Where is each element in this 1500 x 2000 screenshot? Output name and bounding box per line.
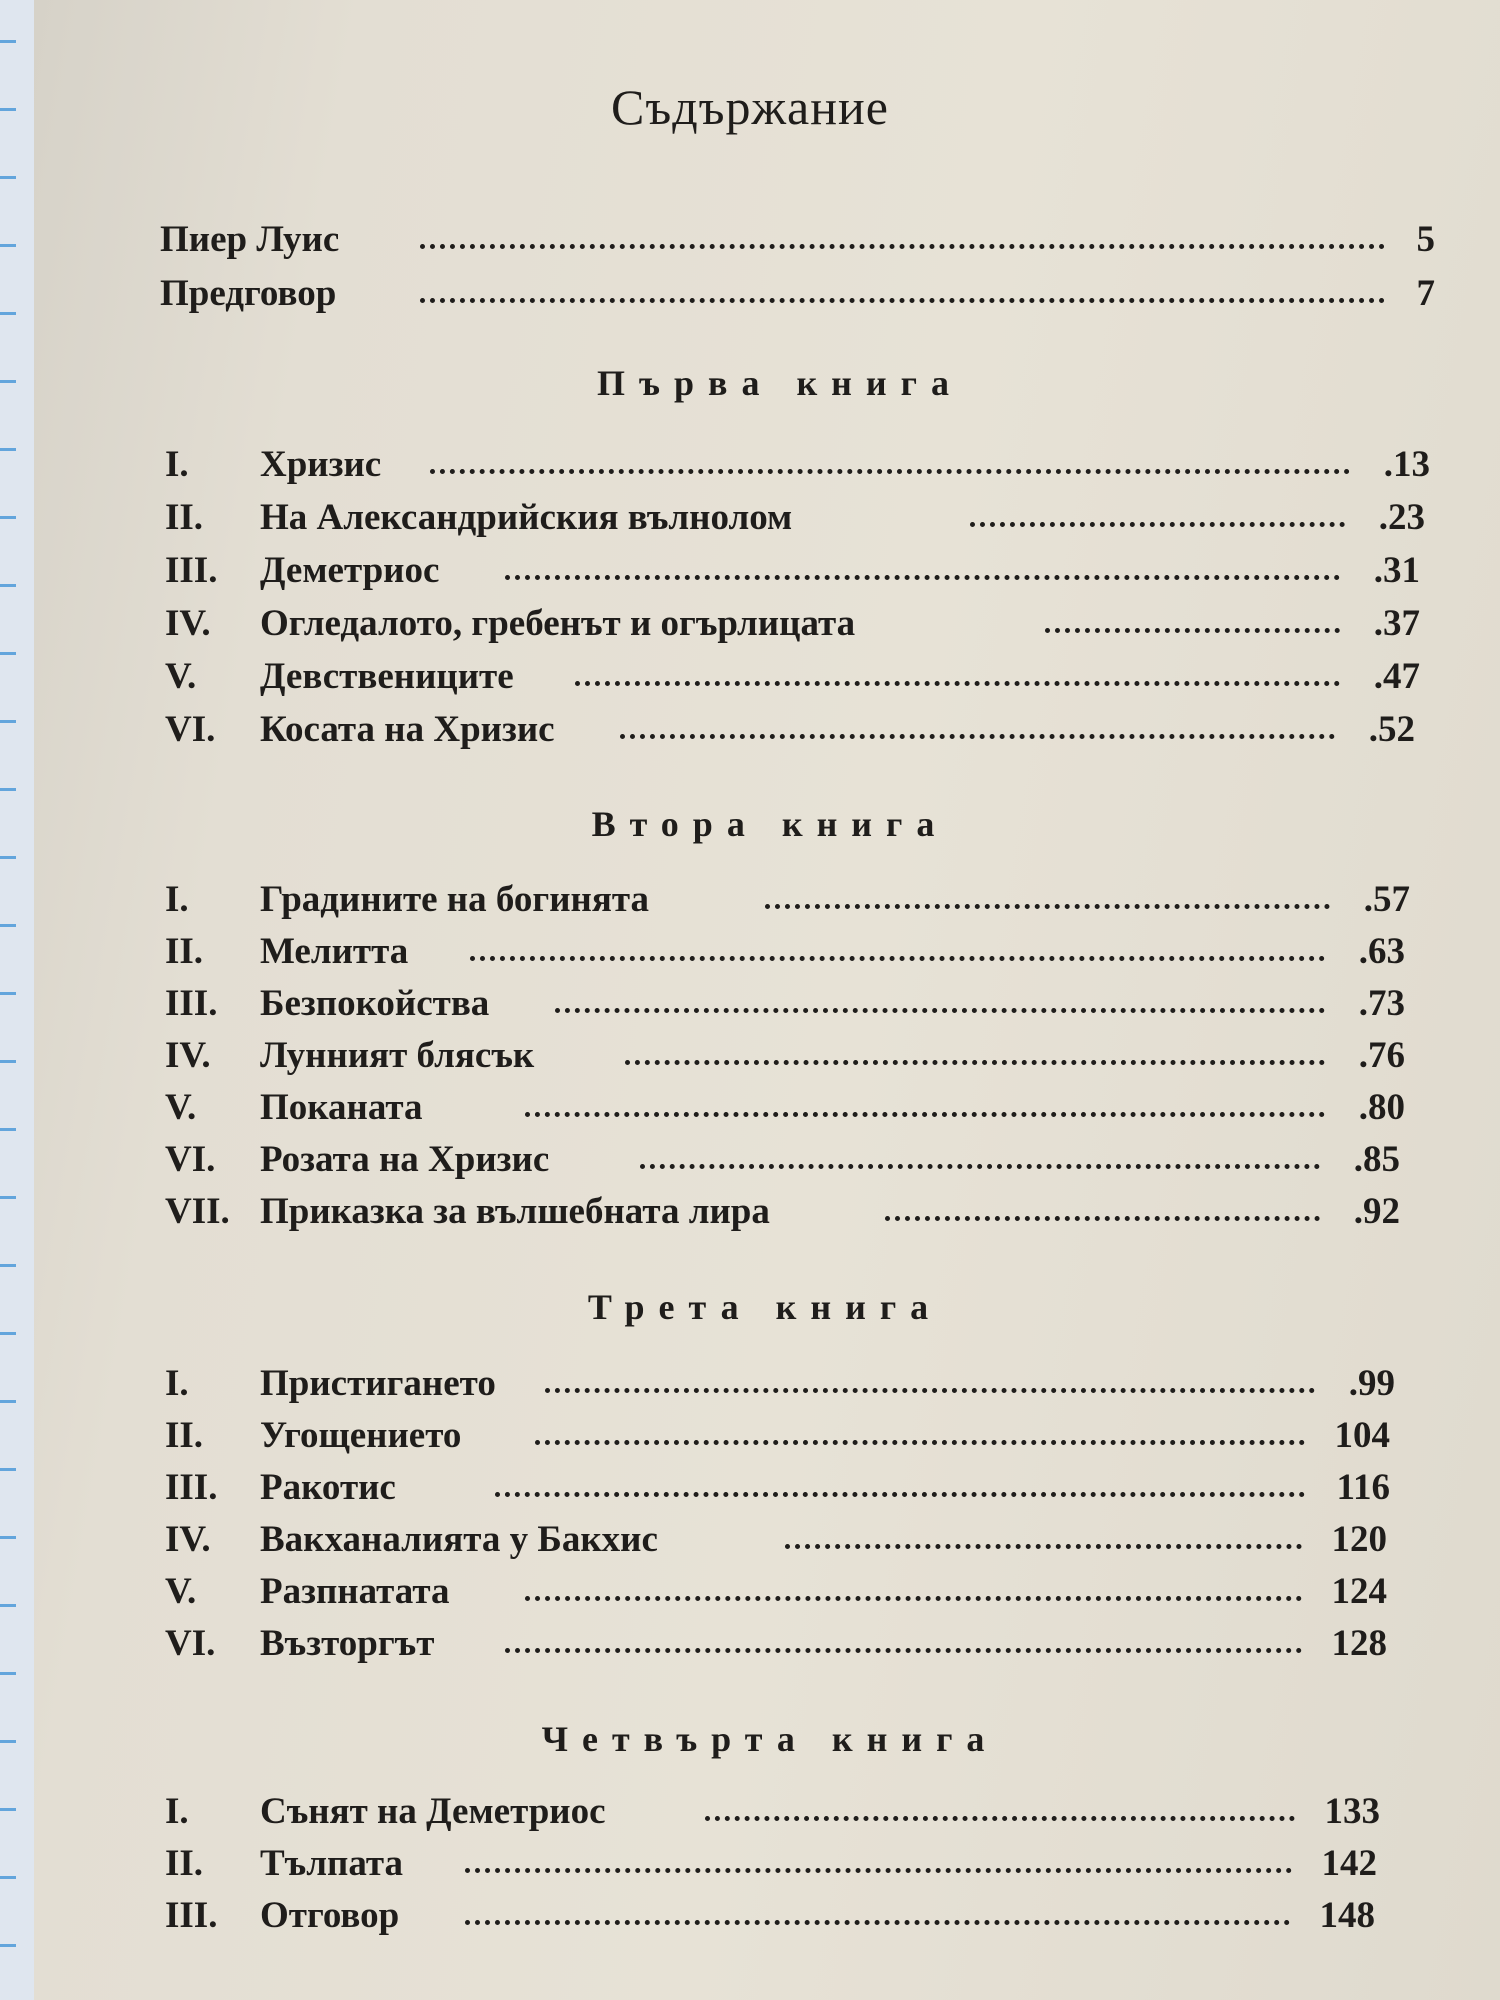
chapter-number: I.	[165, 444, 189, 485]
dot-leader	[640, 1138, 1320, 1169]
toc-entry	[165, 1362, 1395, 1406]
chapter-number: VI.	[165, 1623, 216, 1664]
dot-leader	[1045, 602, 1340, 633]
margin-tick	[0, 1332, 16, 1335]
toc-entry	[165, 1842, 1377, 1886]
chapter-name: Безпокойства	[260, 983, 490, 1024]
toc-entry	[165, 549, 1420, 593]
toc-entry	[165, 930, 1405, 974]
dot-leader	[420, 218, 1385, 249]
chapter-page: .52	[1368, 709, 1415, 750]
dot-leader	[620, 708, 1335, 739]
chapter-name: Девствениците	[260, 656, 514, 697]
chapter-page: .13	[1383, 444, 1430, 485]
chapter-number: VI.	[165, 1139, 216, 1180]
chapter-page: .23	[1378, 497, 1425, 538]
dot-leader	[505, 1622, 1302, 1653]
chapter-number: VII.	[165, 1191, 230, 1232]
toc-entry	[160, 272, 1435, 316]
chapter-page: .80	[1358, 1087, 1405, 1128]
chapter-name: Деметриос	[260, 550, 440, 591]
margin-tick	[0, 788, 16, 791]
chapter-page: 116	[1336, 1467, 1390, 1508]
toc-entry	[165, 1518, 1387, 1562]
chapter-number: III.	[165, 1467, 218, 1508]
chapter-number: VI.	[165, 709, 216, 750]
dot-leader	[465, 1842, 1292, 1873]
dot-leader	[465, 1894, 1290, 1925]
chapter-name: Отговор	[260, 1895, 400, 1936]
margin-tick	[0, 40, 16, 43]
toc-entry	[165, 1894, 1375, 1938]
notebook-margin	[0, 0, 35, 2000]
chapter-name: Разпнатата	[260, 1571, 450, 1612]
chapter-number: III.	[165, 550, 218, 591]
chapter-page: .47	[1373, 656, 1420, 697]
margin-tick	[0, 1468, 16, 1471]
chapter-page: .57	[1363, 879, 1410, 920]
chapter-name: Възторгът	[260, 1623, 435, 1664]
book-heading: Втора книга	[591, 804, 949, 844]
margin-tick	[0, 1876, 16, 1879]
dot-leader	[705, 1790, 1295, 1821]
margin-tick	[0, 584, 16, 587]
chapter-name: Косата на Хризис	[260, 709, 555, 750]
chapter-name: Тълпата	[260, 1843, 403, 1884]
chapter-page: .85	[1353, 1139, 1400, 1180]
chapter-page: 120	[1331, 1519, 1387, 1560]
chapter-name: Розата на Хризис	[260, 1139, 550, 1180]
margin-tick	[0, 516, 16, 519]
margin-tick	[0, 448, 16, 451]
dot-leader	[420, 272, 1385, 303]
margin-tick	[0, 924, 16, 927]
margin-tick	[0, 1128, 16, 1131]
toc-entry	[165, 982, 1405, 1026]
margin-tick	[0, 1944, 16, 1947]
chapter-page: .92	[1353, 1191, 1400, 1232]
dot-leader	[625, 1034, 1325, 1065]
chapter-number: II.	[165, 931, 204, 972]
chapter-name: Ракотис	[260, 1467, 396, 1508]
margin-tick	[0, 1400, 16, 1403]
margin-tick	[0, 1060, 16, 1063]
dot-leader	[785, 1518, 1302, 1549]
toc-entry	[165, 1034, 1405, 1078]
margin-tick	[0, 1196, 16, 1199]
chapter-name: Поканата	[260, 1087, 423, 1128]
chapter-page: 128	[1331, 1623, 1387, 1664]
chapter-number: V.	[165, 1087, 197, 1128]
chapter-number: II.	[165, 1843, 204, 1884]
chapter-name: Мелитта	[260, 931, 409, 972]
chapter-page: 133	[1324, 1791, 1380, 1832]
chapter-page: .63	[1358, 931, 1405, 972]
margin-tick	[0, 312, 16, 315]
toc-entry	[160, 218, 1435, 262]
chapter-name: Сънят на Деметриос	[260, 1791, 606, 1832]
chapter-name: Угощението	[260, 1415, 462, 1456]
chapter-page: .31	[1373, 550, 1420, 591]
chapter-name: Огледалото, гребенът и огърлицата	[260, 603, 856, 644]
toc-entry	[165, 1138, 1400, 1182]
margin-tick	[0, 856, 16, 859]
dot-leader	[430, 443, 1350, 474]
chapter-page: .76	[1358, 1035, 1405, 1076]
toc-entry	[165, 1466, 1390, 1510]
entry-page: 5	[1416, 219, 1435, 260]
dot-leader	[765, 878, 1330, 909]
chapter-page: 104	[1334, 1415, 1390, 1456]
toc-entry	[165, 1086, 1405, 1130]
chapter-number: III.	[165, 983, 218, 1024]
chapter-name: Пристигането	[260, 1363, 496, 1404]
margin-tick	[0, 1604, 16, 1607]
dot-leader	[555, 982, 1325, 1013]
book-heading: Първа книга	[596, 363, 964, 403]
chapter-page: .99	[1348, 1363, 1395, 1404]
margin-tick	[0, 176, 16, 179]
chapter-name: Приказка за вълшебната лира	[260, 1191, 770, 1232]
toc-entry	[165, 708, 1415, 752]
chapter-name: Лунният блясък	[260, 1035, 535, 1076]
book-heading: Четвърта книга	[541, 1719, 999, 1759]
margin-tick	[0, 1672, 16, 1675]
chapter-page: 124	[1331, 1571, 1387, 1612]
margin-tick	[0, 1740, 16, 1743]
chapter-number: I.	[165, 879, 189, 920]
toc-entry	[165, 602, 1420, 646]
chapter-page: .73	[1358, 983, 1405, 1024]
chapter-name: Хризис	[260, 444, 382, 485]
dot-leader	[535, 1414, 1305, 1445]
chapter-page: .37	[1373, 603, 1420, 644]
dot-leader	[970, 496, 1345, 527]
chapter-number: I.	[165, 1363, 189, 1404]
entry-name: Предговор	[160, 273, 337, 314]
toc-entry	[165, 878, 1410, 922]
margin-tick	[0, 380, 16, 383]
chapter-number: III.	[165, 1895, 218, 1936]
dot-leader	[505, 549, 1340, 580]
chapter-page: 142	[1321, 1843, 1377, 1884]
chapter-name: Вакханалията у Бакхис	[260, 1519, 658, 1560]
margin-tick	[0, 652, 16, 655]
chapter-number: II.	[165, 1415, 204, 1456]
chapter-number: V.	[165, 656, 197, 697]
entry-page: 7	[1416, 273, 1435, 314]
dot-leader	[525, 1570, 1302, 1601]
chapter-name: Градините на богинята	[260, 879, 649, 920]
book-heading: Трета книга	[587, 1287, 943, 1327]
chapter-number: I.	[165, 1791, 189, 1832]
chapter-number: IV.	[165, 603, 211, 644]
margin-tick	[0, 1536, 16, 1539]
chapter-number: IV.	[165, 1519, 211, 1560]
toc-entry	[165, 496, 1425, 540]
toc-entry	[165, 1790, 1380, 1834]
toc-entry	[165, 1190, 1400, 1234]
dot-leader	[525, 1086, 1325, 1117]
chapter-page: 148	[1319, 1895, 1375, 1936]
margin-tick	[0, 1808, 16, 1811]
margin-tick	[0, 720, 16, 723]
dot-leader	[885, 1190, 1320, 1221]
dot-leader	[575, 655, 1340, 686]
dot-leader	[545, 1362, 1315, 1393]
chapter-number: IV.	[165, 1035, 211, 1076]
chapter-number: II.	[165, 497, 204, 538]
chapter-number: V.	[165, 1571, 197, 1612]
chapter-name: На Александрийския вълнолом	[260, 497, 793, 538]
page-title: Съдържание	[611, 79, 889, 135]
dot-leader	[470, 930, 1325, 961]
margin-tick	[0, 992, 16, 995]
toc-entry	[165, 1570, 1387, 1614]
toc-entry	[165, 1622, 1387, 1666]
toc-entry	[165, 655, 1420, 699]
dot-leader	[495, 1466, 1305, 1497]
toc-entry	[165, 443, 1430, 487]
margin-tick	[0, 1264, 16, 1267]
toc-entry	[165, 1414, 1390, 1458]
margin-tick	[0, 244, 16, 247]
entry-name: Пиер Луис	[160, 219, 340, 260]
